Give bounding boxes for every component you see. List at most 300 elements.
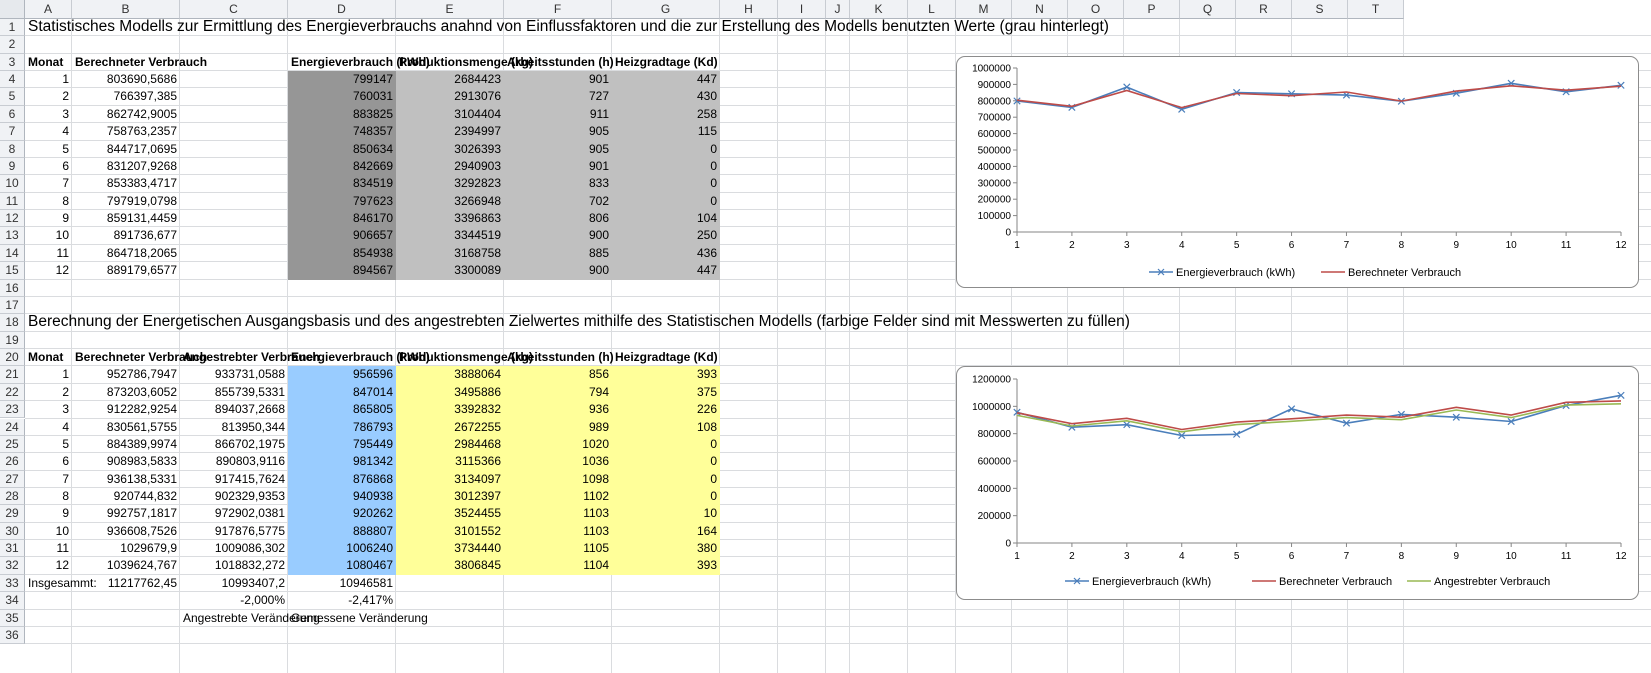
table-cell[interactable]: 3734440 [454,541,501,556]
table-cell[interactable]: 885 [588,245,609,260]
table-cell[interactable]: 806 [588,211,609,226]
x-tick-label: 2 [1069,240,1075,251]
x-tick-label: 8 [1398,240,1405,251]
table-cell[interactable]: 447 [696,263,717,278]
target-change-label[interactable]: Angestrebte Veränderung [183,610,320,625]
measured-change-label[interactable]: Gemessene Veränderung [291,610,428,625]
row-header-16[interactable]: 16 [0,280,25,297]
table-cell[interactable]: 952786,7947 [106,367,177,382]
table-cell[interactable]: 1006240 [346,541,393,556]
row-header-10[interactable]: 10 [0,175,25,192]
table-cell[interactable]: 3300089 [454,263,501,278]
x-tick-label: 3 [1124,551,1130,562]
legend-label: Berechneter Verbrauch [1279,576,1393,588]
y-tick-label: 400000 [977,161,1011,173]
gridline [25,643,1651,644]
chart-canvas [957,57,1640,289]
y-tick-label: 200000 [977,194,1011,206]
series-line-3 [1017,404,1621,432]
x-tick-label: 1 [1014,551,1020,562]
x-tick-label: 12 [1615,240,1627,251]
column-label[interactable]: Monat [28,54,64,69]
table-cell[interactable]: 6 [62,454,69,469]
column-header-G[interactable]: G [612,0,720,19]
table-cell[interactable]: 10 [703,506,717,521]
table-cell[interactable]: 4 [62,124,69,139]
column-label[interactable]: Arbeitsstunden (h) [507,54,614,69]
table-cell[interactable]: 1104 [583,558,609,573]
legend-label: Berechneter Verbrauch [1348,267,1462,279]
table-cell[interactable]: 760031 [352,89,393,104]
table-cell[interactable]: 900 [588,228,609,243]
table-cell[interactable]: 9 [62,211,69,226]
table-cell[interactable]: 894037,2668 [214,402,285,417]
table-cell[interactable]: 375 [696,384,717,399]
x-tick-label: 11 [1560,551,1572,562]
table-cell[interactable]: 5 [62,436,69,451]
table-cell[interactable]: 9 [62,506,69,521]
table-cell[interactable]: 3012397 [454,488,501,503]
table-cell[interactable]: 912282,9254 [106,402,177,417]
table-cell[interactable]: 108 [696,419,717,434]
table-cell[interactable]: 856 [588,367,609,382]
legend-item-1 [1149,267,1295,279]
column-label[interactable]: Monat [28,350,64,365]
section-2-title[interactable]: Berechnung der Energetischen Ausgangsbasis und des angestrebten Zielwertes mithilfe des Statistischen Modells (farbige Felder sind mit Messwerten zu füllen) [28,313,1130,331]
table-cell[interactable]: 794 [588,384,609,399]
table-cell[interactable]: 3292823 [454,176,501,191]
table-cell[interactable]: 936608,7526 [106,523,177,538]
table-cell[interactable]: 846170 [352,211,393,226]
table-cell[interactable]: 850634 [352,141,393,156]
row-header-1[interactable]: 1 [0,19,25,36]
total-target[interactable]: 10993407,2 [221,575,285,590]
table-cell[interactable]: 834519 [352,176,393,191]
row-header-17[interactable]: 17 [0,297,25,314]
table-cell[interactable]: 920744,832 [113,488,177,503]
table-cell[interactable]: 3495886 [454,384,501,399]
row-header-22[interactable]: 22 [0,384,25,401]
table-cell[interactable]: 936 [588,402,609,417]
x-tick-label: 4 [1178,551,1185,562]
table-cell[interactable]: 917876,5775 [214,523,285,538]
table-cell[interactable]: 0 [710,454,717,469]
legend-item-2 [1252,576,1392,588]
table-cell[interactable]: 876868 [352,471,393,486]
column-header-L[interactable]: L [908,0,956,19]
row-header-33[interactable]: 33 [0,575,25,592]
gridline [25,35,1651,36]
y-tick-label: 500000 [977,145,1011,157]
table-cell[interactable]: 12 [55,263,69,278]
row-header-8[interactable]: 8 [0,141,25,158]
row-header-25[interactable]: 25 [0,436,25,453]
table-cell[interactable]: 0 [710,158,717,173]
table-cell[interactable]: 2 [62,89,69,104]
table-cell[interactable]: 862742,9005 [106,106,177,121]
row-header-14[interactable]: 14 [0,245,25,262]
table-cell[interactable]: 1018832,272 [214,558,285,573]
table-cell[interactable]: 854938 [352,245,393,260]
table-cell[interactable]: 3101552 [454,523,501,538]
table-cell[interactable]: 0 [710,471,717,486]
table-cell[interactable]: 936138,5331 [106,471,177,486]
row-header-3[interactable]: 3 [0,54,25,71]
column-header-C[interactable]: C [180,0,288,19]
table-cell[interactable]: 2940903 [454,158,501,173]
y-tick-label: 300000 [977,178,1011,190]
total-measured[interactable]: 10946581 [339,575,393,590]
table-cell[interactable]: 758763,2357 [106,124,177,139]
row-header-19[interactable]: 19 [0,332,25,349]
x-tick-label: 7 [1343,551,1350,562]
table-cell[interactable]: 889179,6577 [106,263,177,278]
table-cell[interactable]: 992757,1817 [106,506,177,521]
column-header-I[interactable]: I [778,0,826,19]
gridline [849,19,850,673]
table-cell[interactable]: 447 [696,72,717,87]
table-cell[interactable]: 1098 [582,471,609,486]
y-tick-label: 0 [1005,227,1011,239]
row-header-29[interactable]: 29 [0,505,25,522]
table-cell[interactable]: 1029679,9 [120,541,177,556]
column-header-D[interactable]: D [288,0,396,19]
x-tick-label: 5 [1233,240,1240,251]
row-header-6[interactable]: 6 [0,106,25,123]
table-cell[interactable]: 900 [588,263,609,278]
row-header-24[interactable]: 24 [0,419,25,436]
x-tick-label: 4 [1178,240,1185,251]
table-cell[interactable]: 844717,0695 [106,141,177,156]
data-point-marker [1124,84,1130,90]
table-cell[interactable]: 905 [588,141,609,156]
y-tick-label: 400000 [977,483,1011,495]
table-cell[interactable]: 10 [55,228,69,243]
measured-change[interactable]: -2,417% [348,593,393,608]
table-cell[interactable]: 2672255 [454,419,501,434]
section-1-title[interactable]: Statistisches Modells zur Ermittlung des Energieverbrauchs anahnd von Einflussfaktoren und die zur Erstellung des Modells benutzten Werte (grau hinterlegt) [28,18,1109,35]
table-cell[interactable]: 847014 [352,384,393,399]
y-tick-label: 1200000 [972,374,1011,386]
table-cell[interactable]: 115 [697,124,717,139]
chart-canvas [957,367,1640,601]
table-cell[interactable]: 911 [589,106,609,121]
table-cell[interactable]: 6 [62,158,69,173]
table-cell[interactable]: 1 [62,367,69,382]
table-cell[interactable]: 884389,9974 [106,436,177,451]
table-cell[interactable]: 8 [62,488,69,503]
table-cell[interactable]: 813950,344 [221,419,285,434]
table-cell[interactable]: 226 [696,402,717,417]
table-cell[interactable]: 0 [710,176,717,191]
row-header-7[interactable]: 7 [0,123,25,140]
x-tick-label: 10 [1505,240,1517,251]
table-cell[interactable]: 891736,677 [113,228,177,243]
table-cell[interactable]: 5 [62,141,69,156]
column-header-S[interactable]: S [1292,0,1348,19]
gridline [25,296,1651,297]
table-cell[interactable]: 830561,5755 [106,419,177,434]
table-cell[interactable]: 3396863 [454,211,501,226]
x-tick-label: 11 [1560,240,1572,251]
table-cell[interactable]: 1103 [583,523,609,538]
table-cell[interactable]: 3026393 [454,141,501,156]
table-cell[interactable]: 11 [56,541,69,556]
table-cell[interactable]: 989 [588,419,609,434]
row-header-4[interactable]: 4 [0,71,25,88]
total-label[interactable]: Insgesammt: [28,575,97,590]
table-cell[interactable]: 1103 [583,506,609,521]
y-tick-label: 800000 [977,429,1011,441]
table-cell[interactable]: 1105 [583,541,609,556]
table-cell[interactable]: 3104404 [454,106,501,121]
table-cell[interactable]: 1 [62,72,69,87]
table-cell[interactable]: 0 [710,488,717,503]
table-cell[interactable]: 920262 [352,506,393,521]
table-cell[interactable]: 4 [62,419,69,434]
table-cell[interactable]: 786793 [352,419,393,434]
table-cell[interactable]: 956596 [352,367,393,382]
column-label[interactable]: Produktionsmenge (kg) [399,54,534,69]
table-cell[interactable]: 2913076 [454,89,501,104]
column-header-B[interactable]: B [72,0,180,19]
row-header-18[interactable]: 18 [0,314,25,331]
table-cell[interactable]: 888807 [352,523,393,538]
column-header-F[interactable]: F [504,0,612,19]
row-header-23[interactable]: 23 [0,401,25,418]
target-change[interactable]: -2,000% [240,593,285,608]
row-header-13[interactable]: 13 [0,227,25,244]
table-cell[interactable]: 853383,4717 [106,176,177,191]
y-tick-label: 800000 [977,96,1011,108]
table-cell[interactable]: 859131,4459 [106,211,177,226]
column-header-N[interactable]: N [1012,0,1068,19]
gridline [825,19,826,673]
y-tick-label: 1000000 [972,401,1011,413]
line-chart-2[interactable] [956,366,1639,600]
row-header-36[interactable]: 36 [0,627,25,644]
table-cell[interactable]: 1036 [582,454,609,469]
table-cell[interactable]: 7 [62,176,69,191]
x-tick-label: 2 [1069,551,1075,562]
column-header-R[interactable]: R [1236,0,1292,19]
table-cell[interactable]: 855739,5331 [214,384,285,399]
column-label[interactable]: Arbeitsstunden (h) [507,350,614,365]
table-cell[interactable]: 1080467 [346,558,393,573]
table-cell[interactable]: 1039624,767 [106,558,177,573]
column-header-H[interactable]: H [720,0,778,19]
table-cell[interactable]: 1009086,302 [214,541,285,556]
table-cell[interactable]: 393 [696,367,717,382]
table-cell[interactable]: 905 [588,124,609,139]
x-tick-label: 6 [1288,551,1295,562]
table-cell[interactable]: 902329,9353 [214,488,285,503]
table-cell[interactable]: 104 [696,211,717,226]
table-cell[interactable]: 3168758 [454,245,501,260]
row-header-27[interactable]: 27 [0,471,25,488]
x-tick-label: 10 [1505,551,1517,562]
table-cell[interactable]: 1102 [583,488,609,503]
table-cell[interactable]: 901 [588,158,609,173]
row-header-32[interactable]: 32 [0,557,25,574]
column-header-A[interactable]: A [25,0,72,19]
gridline [25,331,1651,332]
table-cell[interactable]: 981342 [352,454,393,469]
column-header-J[interactable]: J [826,0,850,19]
table-cell[interactable]: 3 [62,402,69,417]
table-cell[interactable]: 890803,9116 [215,454,285,469]
column-header-M[interactable]: M [956,0,1012,19]
table-cell[interactable]: 842669 [352,158,393,173]
table-cell[interactable]: 0 [710,141,717,156]
table-cell[interactable]: 2394997 [454,124,501,139]
x-tick-label: 5 [1233,551,1240,562]
y-tick-label: 900000 [977,79,1011,91]
row-header-11[interactable]: 11 [0,193,25,210]
row-header-30[interactable]: 30 [0,523,25,540]
table-cell[interactable]: 10 [55,523,69,538]
table-cell[interactable]: 833 [588,176,609,191]
row-header-5[interactable]: 5 [0,88,25,105]
y-tick-label: 1000000 [972,63,1011,75]
table-cell[interactable]: 3134097 [454,471,501,486]
table-cell[interactable]: 799147 [352,72,393,87]
legend-item-3 [1407,576,1550,588]
line-chart-1[interactable] [956,56,1639,288]
table-cell[interactable]: 908983,5833 [106,454,177,469]
table-cell[interactable]: 748357 [352,124,393,139]
table-cell[interactable]: 894567 [352,263,393,278]
table-cell[interactable]: 2984468 [454,436,501,451]
x-tick-label: 3 [1124,240,1130,251]
row-header-35[interactable]: 35 [0,610,25,627]
table-cell[interactable]: 795449 [352,436,393,451]
table-cell[interactable]: 3344519 [454,228,501,243]
table-cell[interactable]: 380 [696,541,717,556]
table-cell[interactable]: 7 [62,471,69,486]
column-header-Q[interactable]: Q [1180,0,1236,19]
table-cell[interactable]: 3806845 [454,558,501,573]
column-header-T[interactable]: T [1348,0,1404,19]
table-cell[interactable]: 3888064 [454,367,501,382]
y-tick-label: 200000 [977,511,1011,523]
table-cell[interactable]: 831207,9268 [106,158,177,173]
column-label[interactable]: Energieverbrauch (kWh) [291,350,430,365]
column-label[interactable]: Energieverbrauch (kWh) [291,54,430,69]
table-cell[interactable]: 1020 [582,436,609,451]
total-calculated[interactable]: 11217762,45 [107,575,177,590]
table-cell[interactable]: 933731,0588 [214,367,285,382]
table-cell[interactable]: 864718,2065 [106,245,177,260]
row-header-26[interactable]: 26 [0,453,25,470]
row-header-2[interactable]: 2 [0,36,25,53]
table-cell[interactable]: 3266948 [454,193,501,208]
table-cell[interactable]: 2684423 [454,72,501,87]
table-cell[interactable]: 12 [55,558,69,573]
table-cell[interactable]: 797919,0798 [106,193,177,208]
table-cell[interactable]: 702 [588,193,609,208]
table-cell[interactable]: 8 [62,193,69,208]
gridline [907,19,908,673]
table-cell[interactable]: 0 [710,193,717,208]
column-label[interactable]: Berechneter Verbrauch [75,54,208,69]
table-cell[interactable]: 797623 [352,193,393,208]
legend-label: Angestrebter Verbrauch [1434,576,1551,588]
table-cell[interactable]: 866702,1975 [214,436,285,451]
y-tick-label: 600000 [977,129,1011,141]
table-cell[interactable]: 940938 [352,488,393,503]
gridline [25,53,1651,54]
table-cell[interactable]: 436 [696,245,717,260]
row-header-12[interactable]: 12 [0,210,25,227]
x-tick-label: 7 [1343,240,1350,251]
table-cell[interactable]: 430 [696,89,717,104]
gridline [777,19,778,673]
x-tick-label: 1 [1014,240,1020,251]
table-cell[interactable]: 250 [696,228,717,243]
y-tick-label: 700000 [977,112,1011,124]
column-header-O[interactable]: O [1068,0,1124,19]
legend-label: Energieverbrauch (kWh) [1092,576,1212,588]
column-label[interactable]: Angestrebter Verbrauch [183,350,320,365]
table-cell[interactable]: 917415,7624 [214,471,285,486]
x-tick-label: 8 [1398,551,1405,562]
y-tick-label: 0 [1005,538,1011,550]
table-cell[interactable]: 901 [588,72,609,87]
select-all-corner[interactable] [0,0,25,19]
table-cell[interactable]: 258 [696,106,717,121]
column-label[interactable]: Heizgradtage (Kd) [615,54,718,69]
table-cell[interactable]: 393 [696,558,717,573]
row-header-31[interactable]: 31 [0,540,25,557]
table-cell[interactable]: 3115366 [455,454,501,469]
row-header-15[interactable]: 15 [0,262,25,279]
series-line-1 [1017,395,1621,435]
column-label[interactable]: Heizgradtage (Kd) [615,350,718,365]
table-cell[interactable]: 3524455 [454,506,501,521]
series-line-2 [1017,86,1621,108]
table-cell[interactable]: 3392832 [454,402,501,417]
table-cell[interactable]: 972902,0381 [214,506,285,521]
legend-label: Energieverbrauch (kWh) [1176,267,1296,279]
row-header-20[interactable]: 20 [0,349,25,366]
x-tick-label: 9 [1453,240,1460,251]
row-header-34[interactable]: 34 [0,592,25,609]
table-cell[interactable]: 2 [62,384,69,399]
column-header-E[interactable]: E [396,0,504,19]
row-header-28[interactable]: 28 [0,488,25,505]
row-header-21[interactable]: 21 [0,366,25,383]
table-cell[interactable]: 0 [710,436,717,451]
table-cell[interactable]: 803690,5686 [106,72,177,87]
column-header-K[interactable]: K [850,0,908,19]
column-header-P[interactable]: P [1124,0,1180,19]
table-cell[interactable]: 906657 [352,228,393,243]
table-cell[interactable]: 3 [62,106,69,121]
table-cell[interactable]: 766397,385 [113,89,177,104]
table-cell[interactable]: 865805 [352,402,393,417]
column-label[interactable]: Berechneter Verbrauch [75,350,208,365]
table-cell[interactable]: 11 [56,245,69,260]
y-tick-label: 100000 [977,211,1011,223]
table-cell[interactable]: 873203,6052 [106,384,177,399]
table-cell[interactable]: 164 [696,523,717,538]
x-tick-label: 12 [1615,551,1627,562]
column-label[interactable]: Produktionsmenge (kg) [399,350,534,365]
table-cell[interactable]: 727 [588,89,609,104]
table-cell[interactable]: 883825 [352,106,393,121]
row-header-9[interactable]: 9 [0,158,25,175]
